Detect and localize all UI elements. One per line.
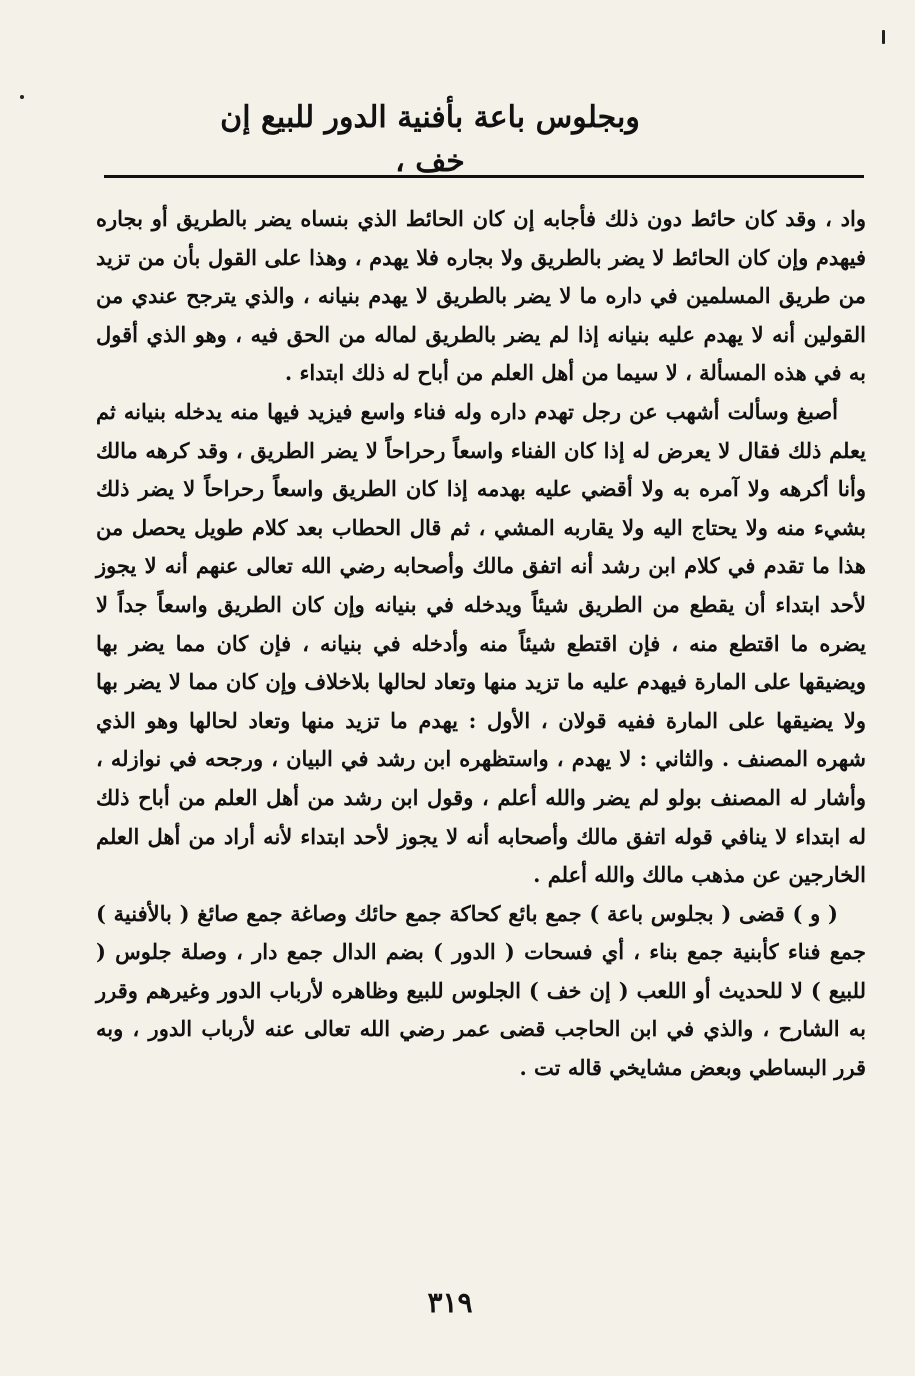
scan-speck xyxy=(20,95,24,99)
main-text xyxy=(96,200,866,1088)
paragraph-3: ( و ) قضى ( بجلوس باعة ) جمع بائع كحاكة جمع حائك وصاغة جمع صائغ ( بالأفنية ) جمع فناء كأبنية جمع بناء ، أي فسحات ( الدور ) بضم الدال جمع دار ، وصلة جلوس ( للبيع ) لا للحديث أو اللعب ( إن خف ) الجلوس للبيع وظاهره لأرباب الدور وغيرهم وقرر به الشارح ، والذي في ابن الحاجب قضى عمر رضي الله تعالى عنه لأرباب الدور ، وبه قرر البساطي وبعض مشايخي قاله تت . xyxy=(96,900,866,1081)
page-title: وبجلوس باعة بأفنية الدور للبيع إن خف ، xyxy=(220,100,640,179)
page-number: ٣١٩ xyxy=(427,1286,473,1319)
scan-speck xyxy=(882,30,885,44)
paragraph-2: أصبغ وسألت أشهب عن رجل تهدم داره وله فناء واسع فيزيد فيها منه يدخله بنيانه ثم يعلم ذلك فقال لا يعرض له إذا كان الفناء واسعاً رحراحاً لا يضر الطريق ، وقد كرهه مالك وأنا أكرهه ولا آمره به ولا أقضي عليه بهدمه إذا كان الطريق واسعاً رحراحاً لا يضر ذلك بشيء منه ولا يحتاج اليه ولا يقاربه المشي ، ثم قال الحطاب بعد كلام طويل يحصل من هذا ما تقدم في كلام ابن رشد أنه اتفق مالك وأصحابه رضي الله تعالى عنهم أنه لا يجوز لأحد ابتداء أن يقطع من الطريق شيئاً ويدخله في بنيانه وإن كان الطريق واسعاً جداً لا يضره ما اقتطع منه ، فإن اقتطع شيئاً منه وأدخله في بنيانه ، فإن كان مما يضر بها ويضيقها على المارة فيهدم عليه ما تزيد منها وتعاد لحالها بلاخلاف وإن كان مما لا يضر بها ولا يضيقها على المارة ففيه قولان ، الأول : يهدم ما تزيد منها وتعاد لحالها وهو الذي شهره المصنف . والثاني : لا يهدم ، واستظهره ابن رشد في البيان ، ورجحه في نوازله ، وأشار له المصنف بولو لم يضر والله أعلم ، وقول ابن رشد من أهل العلم من أباح ذلك له ابتداء لا ينافي قوله اتفق مالك وأصحابه أنه لا يجوز لأحد ابتداء لأنه أراد من أهل العلم الخارجين عن مذهب مالك والله أعلم . xyxy=(96,398,866,888)
header-divider xyxy=(104,175,864,178)
paragraph-1: واد ، وقد كان حائط دون ذلك فأجابه إن كان الحائط الذي بنساه يضر بالطريق أو بجاره فيهدم وإن كان الحائط لا يضر بالطريق ولا بجاره فلا يهدم ، وهذا على القول بأن من تزيد من طريق المسلمين في داره ما لا يضر بالطريق لا يهدم بنيانه ، والذي يترجح عندي من القولين أنه لا يهدم عليه بنيانه إذا لم يضر بالطريق لماله من الحق فيه ، وهو الذي أقول به في هذه المسألة ، لا سيما من أهل العلم من أباح له ذلك ابتداء . xyxy=(96,206,866,386)
